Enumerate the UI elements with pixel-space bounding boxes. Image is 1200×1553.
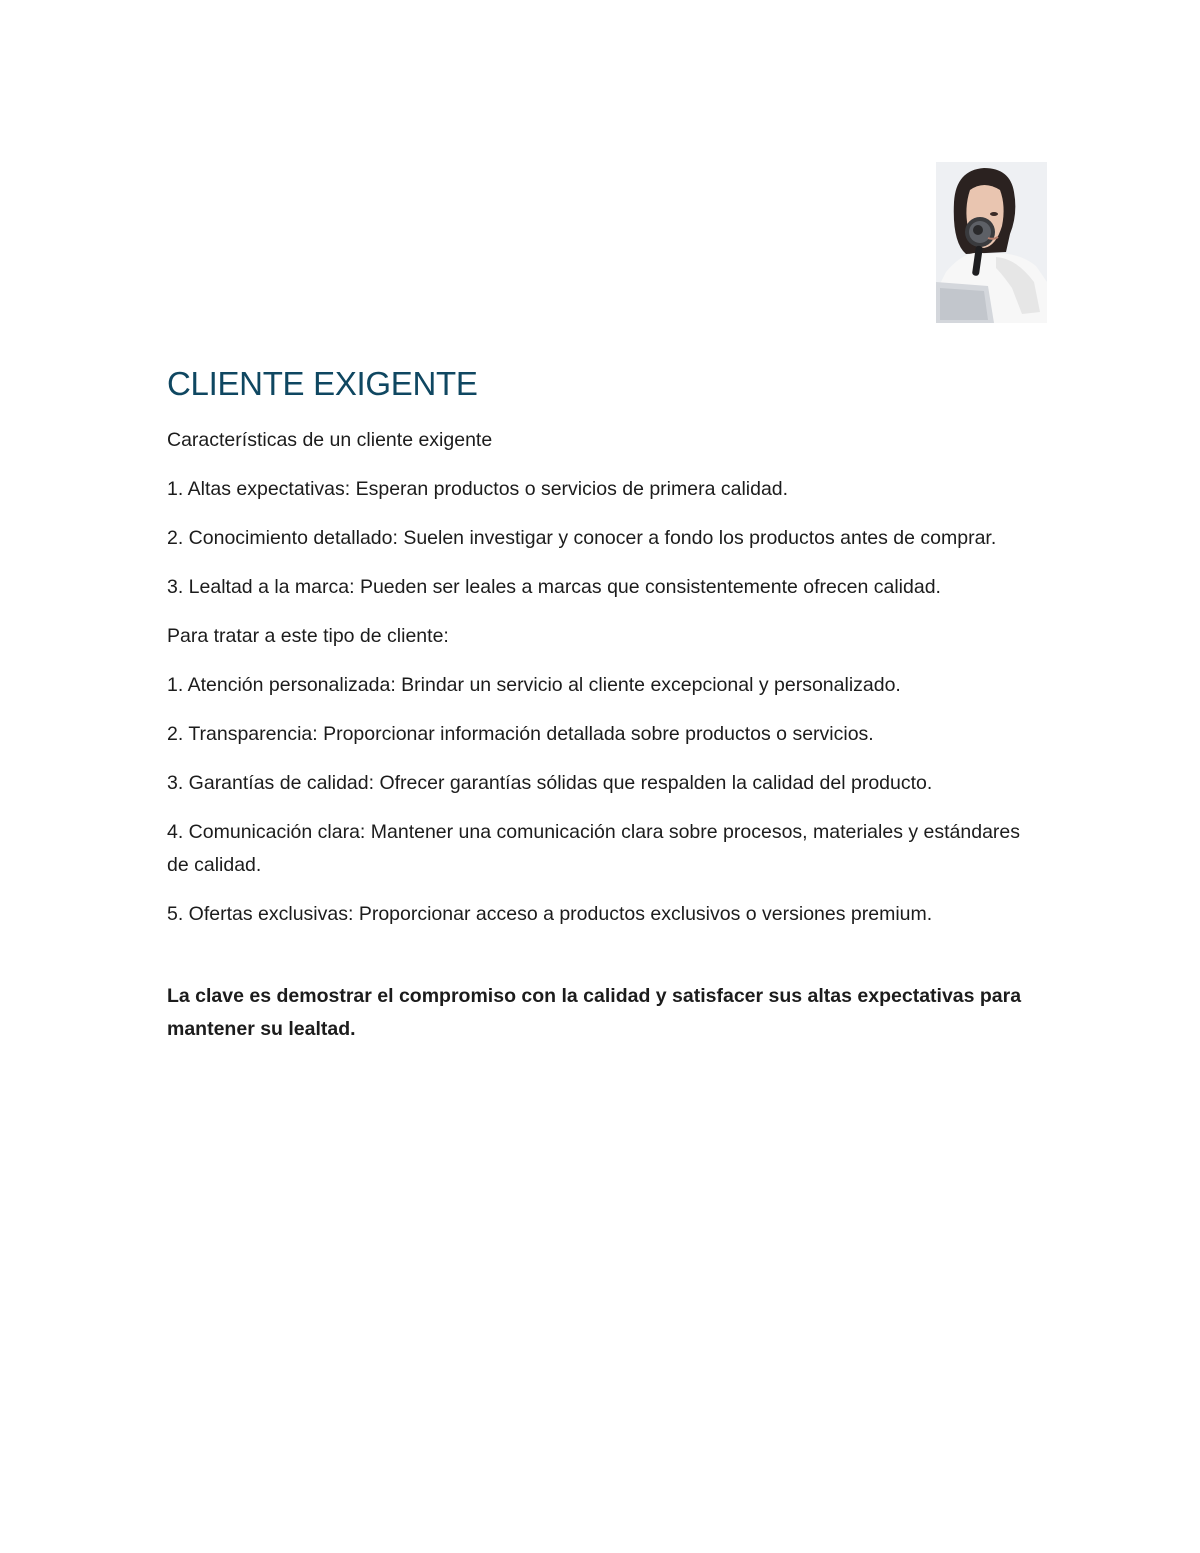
woman-with-magnifying-glass-image: [936, 162, 1047, 323]
blank-line: [167, 947, 1037, 980]
characteristic-item: 3. Lealtad a la marca: Pueden ser leales a marcas que consistentemente ofrecen calidad.: [167, 576, 941, 598]
document-title: CLIENTE EXIGENTE: [167, 365, 478, 402]
intro-paragraph: Características de un cliente exigente: [167, 429, 493, 451]
conclusion-paragraph: La clave es demostrar el compromiso con la calidad y satisfacer sus altas expectativas para mantener su lealtad.: [167, 985, 1022, 1040]
treatment-item: 2. Transparencia: Proporcionar información detallada sobre productos o servicios.: [167, 723, 874, 745]
characteristic-item: 1. Altas expectativas: Esperan productos o servicios de primera calidad.: [167, 478, 789, 500]
treatment-item: 1. Atención personalizada: Brindar un servicio al cliente excepcional y personalizado.: [167, 674, 901, 696]
treatment-heading: Para tratar a este tipo de cliente:: [167, 625, 449, 647]
document-content: [167, 362, 1037, 1062]
treatment-item: 4. Comunicación clara: Mantener una comunicación clara sobre procesos, materiales y estándares de calidad.: [167, 821, 1021, 876]
treatment-item: 3. Garantías de calidad: Ofrecer garantías sólidas que respalden la calidad del producto.: [167, 772, 933, 794]
characteristic-item: 2. Conocimiento detallado: Suelen investigar y conocer a fondo los productos antes de comprar.: [167, 527, 997, 549]
treatment-item: 5. Ofertas exclusivas: Proporcionar acceso a productos exclusivos o versiones premium.: [167, 903, 933, 925]
